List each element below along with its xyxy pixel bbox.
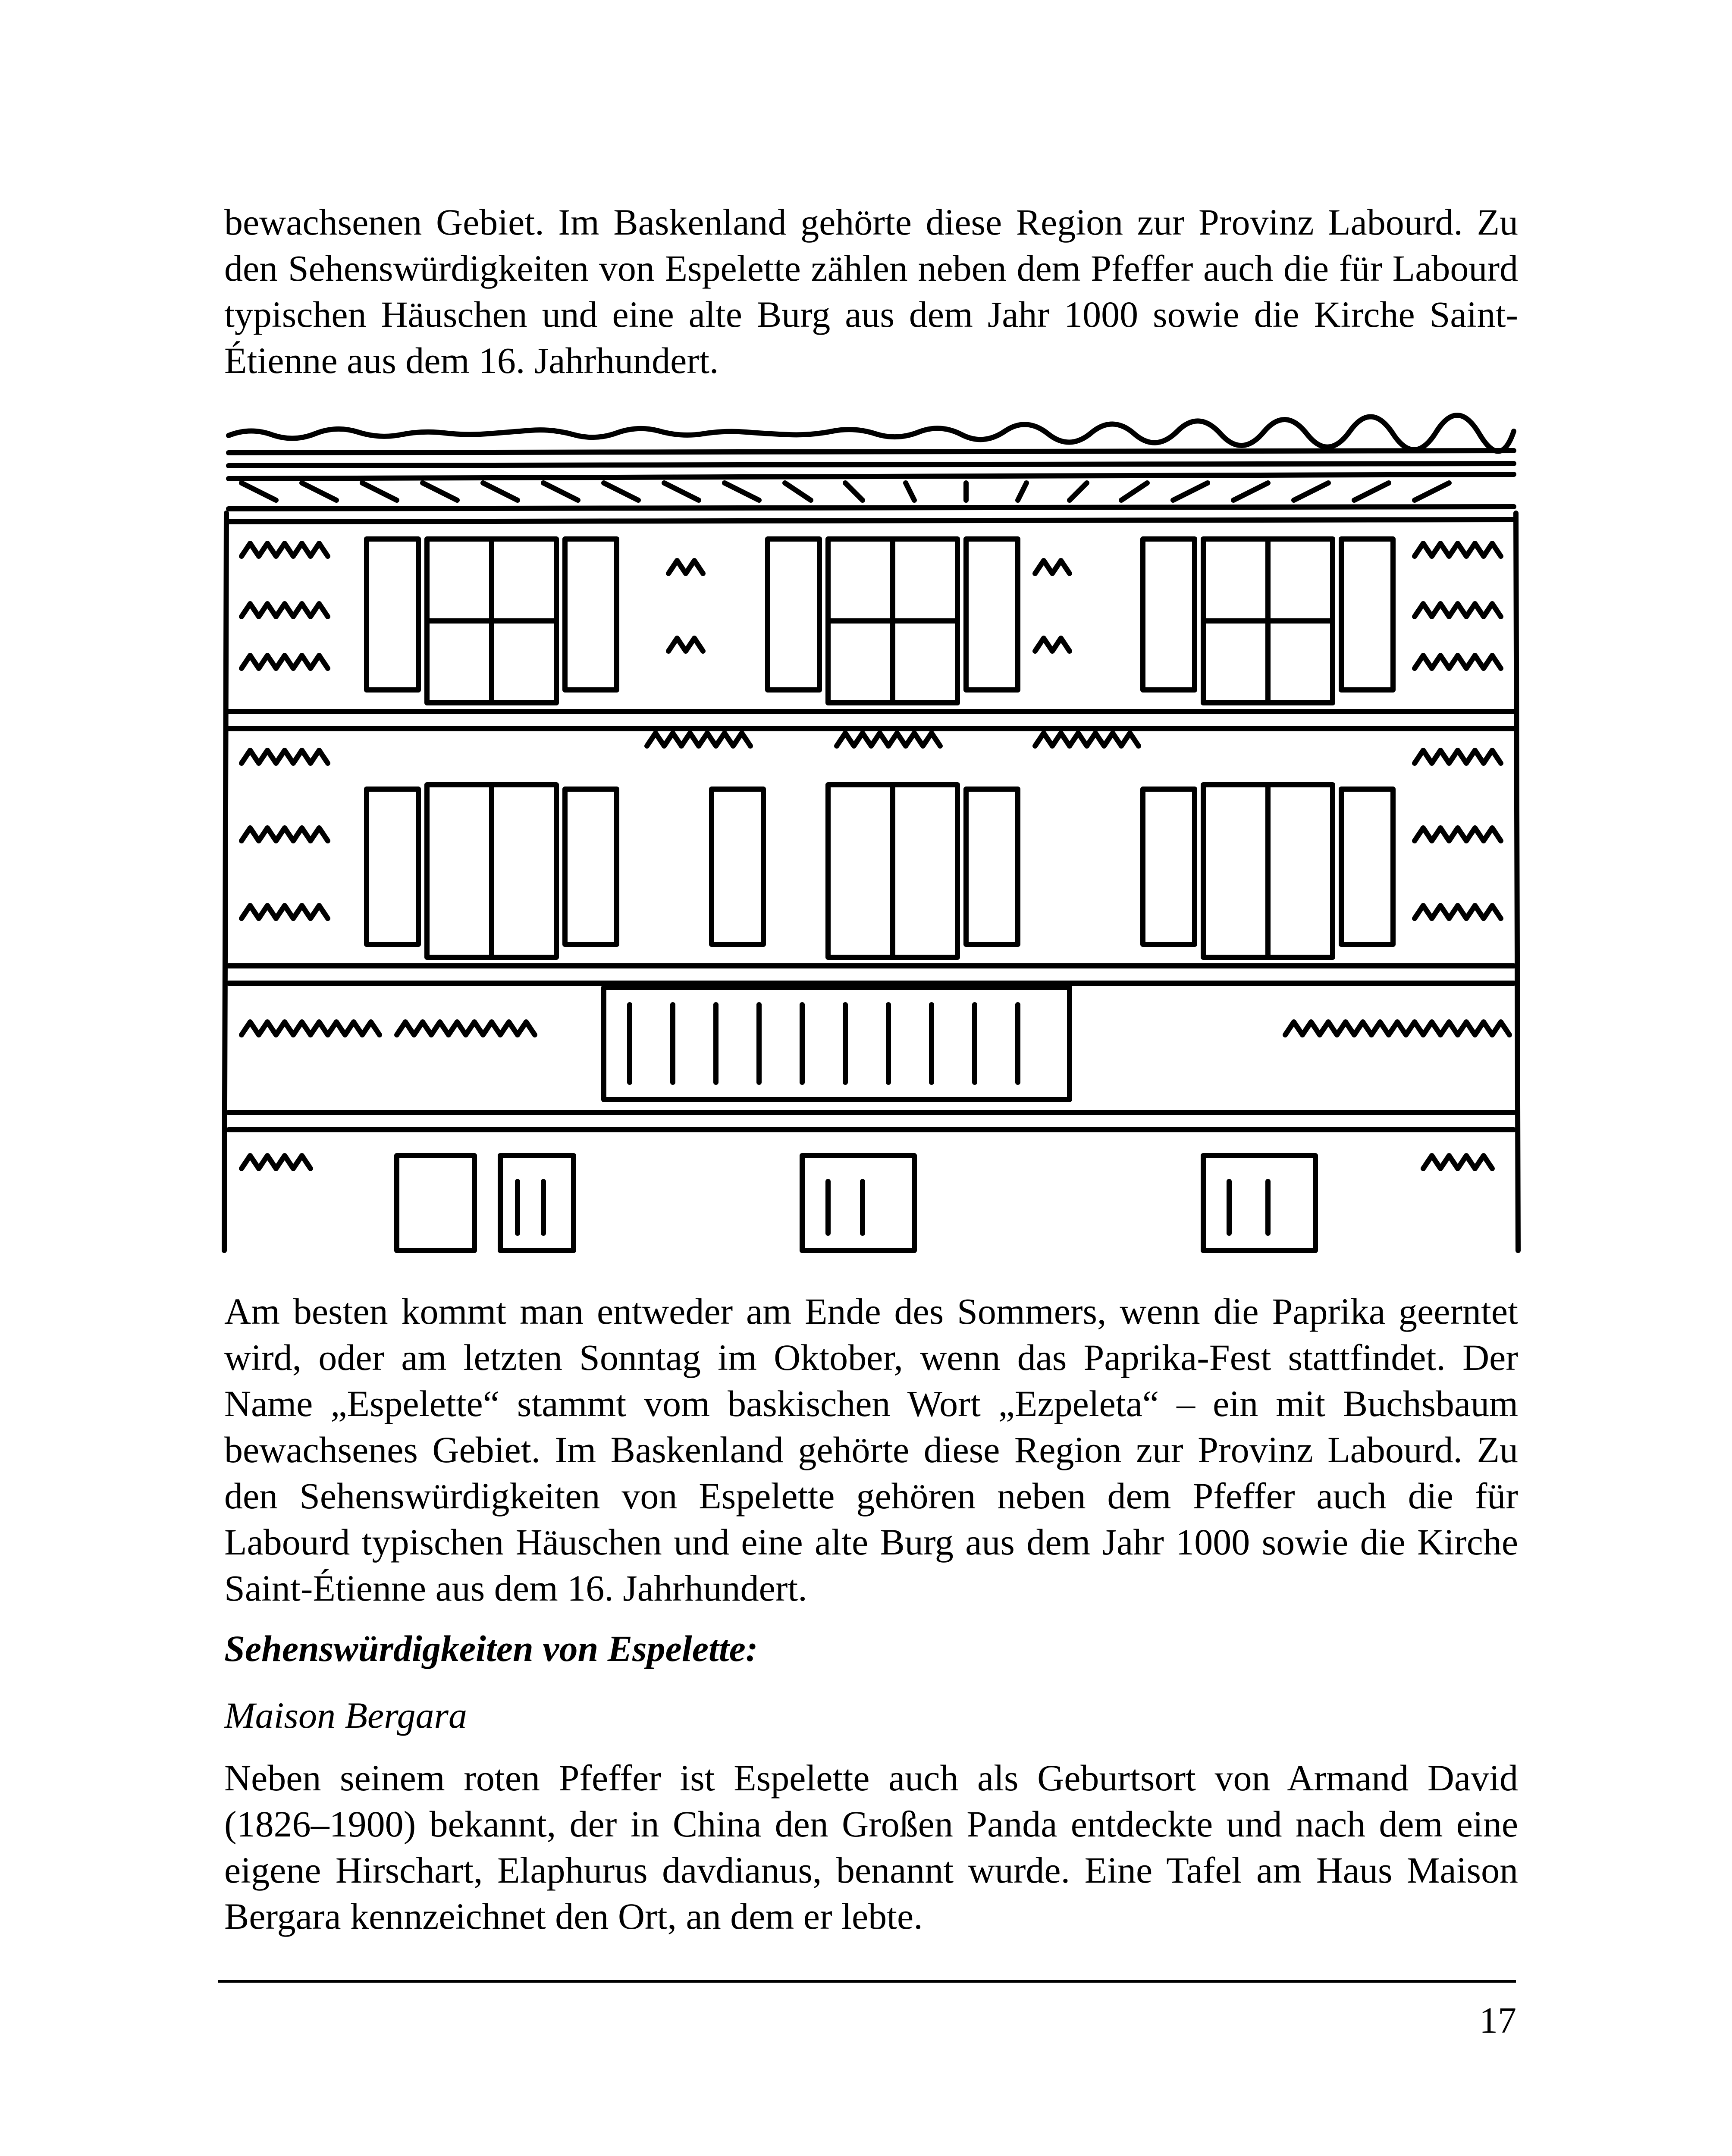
- subheading: Maison Bergara: [224, 1695, 467, 1736]
- building-facade-illustration: [216, 410, 1527, 1255]
- page-number: 17: [1479, 1999, 1516, 2041]
- section-heading: Sehenswürdigkeiten von Espelette:: [224, 1628, 758, 1669]
- paragraph-maison-bergara: Neben seinem roten Pfeffer ist Espelette auch als Geburtsort von Armand David (1826–1900) bekannt, der in China den Großen Panda entdeckte und nach dem eine eigene Hirschart, Elaphurus davdianus, benannt wurde. Eine Tafel am Haus Maison Bergara kennzeichnet den Ort, an dem er lebte.: [224, 1757, 1518, 1937]
- paragraph-intro: bewachsenen Gebiet. Im Baskenland gehörte diese Region zur Provinz Labourd. Zu den Sehenswürdigkeiten von Espelette zählen neben dem Pfeffer auch die für Labourd typischen Häuschen und eine alte Burg aus dem Jahr 1000 sowie die Kirche Saint-Étienne aus dem 16. Jahrhundert.: [224, 201, 1518, 381]
- paragraph-visit: Am besten kommt man entweder am Ende des Sommers, wenn die Paprika geerntet wird, oder am letzten Sonntag im Oktober, wenn das Paprika-Fest stattfindet. Der Name „Espelette“ stammt vom baskischen Wort „Ezpeleta“ – ein mit Buchsbaum bewachsenes Gebiet. Im Baskenland gehörte diese Region zur Provinz Labourd. Zu den Sehenswürdigkeiten von Espelette gehören neben dem Pfeffer auch die für Labourd typischen Häuschen und eine alte Burg aus dem Jahr 1000 sowie die Kirche Saint-Étienne aus dem 16. Jahrhundert.: [224, 1291, 1518, 1609]
- footer-rule: [218, 1980, 1516, 1983]
